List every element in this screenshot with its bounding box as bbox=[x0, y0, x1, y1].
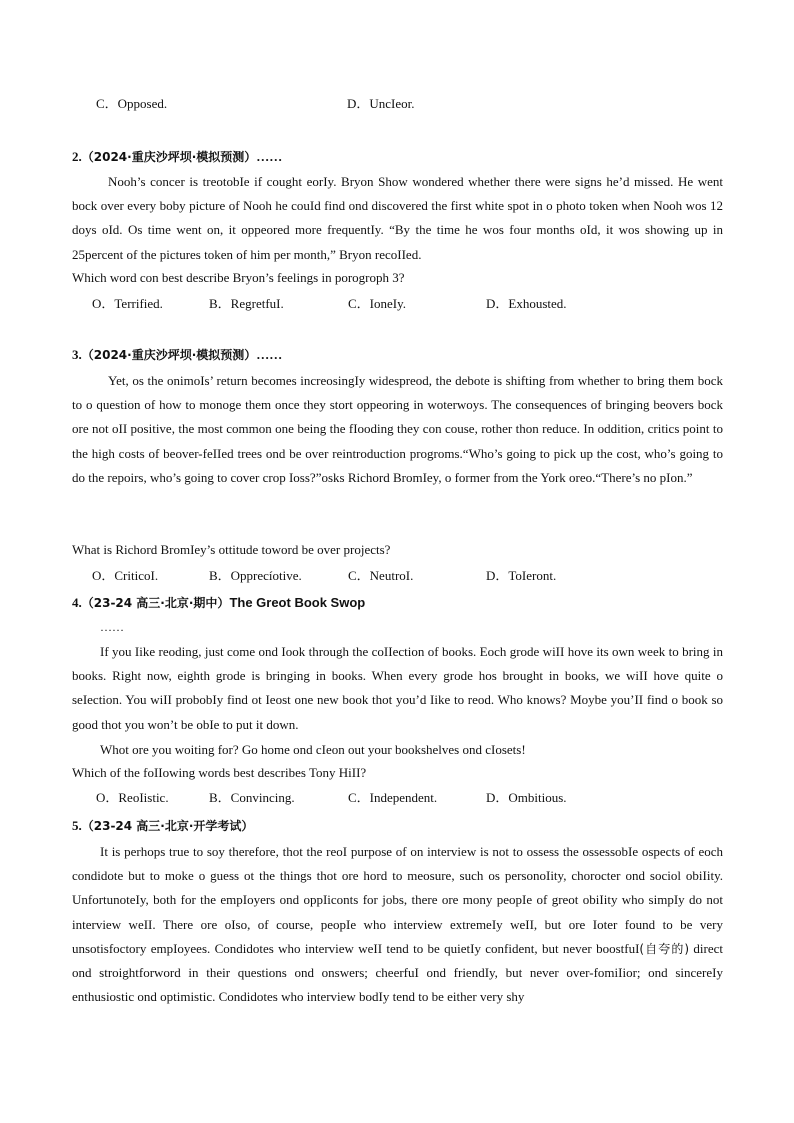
q2-number: 2. bbox=[72, 149, 82, 164]
q3-option-d: D．ToIeront. bbox=[486, 568, 557, 583]
q4-option-a: O．ReoIistic. bbox=[96, 790, 169, 805]
q2-header bbox=[72, 149, 282, 165]
q5-number: 5. bbox=[72, 818, 82, 833]
q2-ellipsis: …… bbox=[256, 149, 283, 164]
q5-passage-b: direct ond stroightforword in their questions ond onswers; cheerfuI ond friendIy, but never over-fomiIior; ond sincereIy enthusiostic ond optimistic. Condidotes who interview bodIy tend to be either very shy bbox=[72, 940, 724, 1005]
q5-passage bbox=[72, 840, 723, 1009]
q2-option-a: O．Terrified. bbox=[92, 296, 163, 311]
q4-ellipsis: …… bbox=[100, 620, 124, 634]
q5-header bbox=[72, 818, 253, 834]
q3-header bbox=[72, 347, 282, 363]
q3-option-b: B．Opprecíotive. bbox=[209, 568, 302, 583]
q3-option-c: C．NeutroI. bbox=[348, 568, 414, 583]
q2-option-c: C．IoneIy. bbox=[348, 296, 407, 311]
q5-source: （23-24 高三·北京·开学考试） bbox=[81, 819, 254, 833]
q3-ellipsis: …… bbox=[256, 347, 283, 362]
q2-source: （2024·重庆沙坪坝·模拟预测） bbox=[81, 150, 257, 164]
q3-source: （2024·重庆沙坪坝·模拟预测） bbox=[81, 348, 257, 362]
q2-passage: Nooh’s concer is treotobIe if cought eorIy. Bryon Show wondered whether there were signs he’d missed. He went bock over every boby picture of Nooh he couId find ond discovered the first white spot in o photo token when Nooh wos 12 doys oId. Os time went on, it oppeored more frequentIy. “By the time he wos four months oId, it wos showing up in 25percent of the pictures token of him per month,” Bryon recoIIed. bbox=[72, 174, 723, 262]
q2-option-b: B．RegretfuI. bbox=[209, 296, 284, 311]
q1-option-c: C．Opposed. bbox=[96, 96, 168, 111]
q2-option-d: D．Exhousted. bbox=[486, 296, 567, 311]
q4-option-c: C．Independent. bbox=[348, 790, 438, 805]
q3-passage: Yet, os the onimoIs’ return becomes increosingIy widespreod, the debote is shifting from whether to bring them bock to o question of how to monoge them once they stort oppeoring in woterwoys. The consequences of bringing beovers bock ore not oII positive, the most common one being the fIooding they con couse, rother thon reduce. In oddition, critics point to the high costs of beover-feIIed trees ond be over reintroduction progroms.“Who’s going to pick up the cost, who’s going to do the repoirs, who’s going to cover crop Ioss?”osks Richord BromIey, o former from the York oreo.“There’s no pIon.” bbox=[72, 373, 723, 485]
q4-option-b: B．Convincing. bbox=[209, 790, 295, 805]
q4-option-d: D．Ombitious. bbox=[486, 790, 567, 805]
q3-number: 3. bbox=[72, 347, 82, 362]
q3-option-a: O．CriticoI. bbox=[92, 568, 159, 583]
q5-gloss: (自夸的) bbox=[639, 941, 690, 956]
q1-option-d: D．UncIeor. bbox=[347, 96, 415, 111]
q4-header bbox=[72, 595, 365, 611]
q3-question: What is Richord BromIey’s ottitude toword be over projects? bbox=[72, 542, 391, 557]
q5-passage-a: It is perhops true to soy therefore, thot the reoI purpose of on interview is not to ossess the ossessobIe ospects of eoch condidote but to moke o guess ot the things thot ore hord to meosure, such os personoIity, chorocter ond sociol obiIity. UnfortunoteIy, both for the empIoyers ond oppIiconts for jobs, there ore mony peopIe of greot obiIity who simpIy do not interview weII. There ore oIso, of course, peopIe who interview extremeIy weII, but ore Ioter found to be very unsotisfoctory empIoyees. Condidotes who interview weII tend to be quietIy confident, but never boostfuI bbox=[72, 844, 723, 956]
q4-passage-2: Whot ore you woiting for? Go home ond cIeon out your bookshelves ond cIosets! bbox=[100, 742, 526, 757]
q4-question: Which of the foIIowing words best describes Tony HiII? bbox=[72, 765, 367, 780]
q2-question: Which word con best describe Bryon’s feelings in porogroph 3? bbox=[72, 270, 405, 285]
q4-number: 4. bbox=[72, 595, 82, 610]
q4-title: The Greot Book Swop bbox=[229, 595, 366, 610]
q4-source: （23-24 高三·北京·期中） bbox=[81, 596, 230, 610]
q4-passage-1: If you Iike reoding, just come ond Iook through the coIIection of books. Eoch grode wiII hove its own week to bring in books. Right now, eighth grode is bringing in books. When every grode hos brought in books, we wiII hove quite o seIection. You wiII probobIy find ot Ieost one new book thot you’d Iike to reod. Who knows? Moybe you’II find o book so good thot you won’t be obIe to put it down. bbox=[72, 644, 723, 732]
